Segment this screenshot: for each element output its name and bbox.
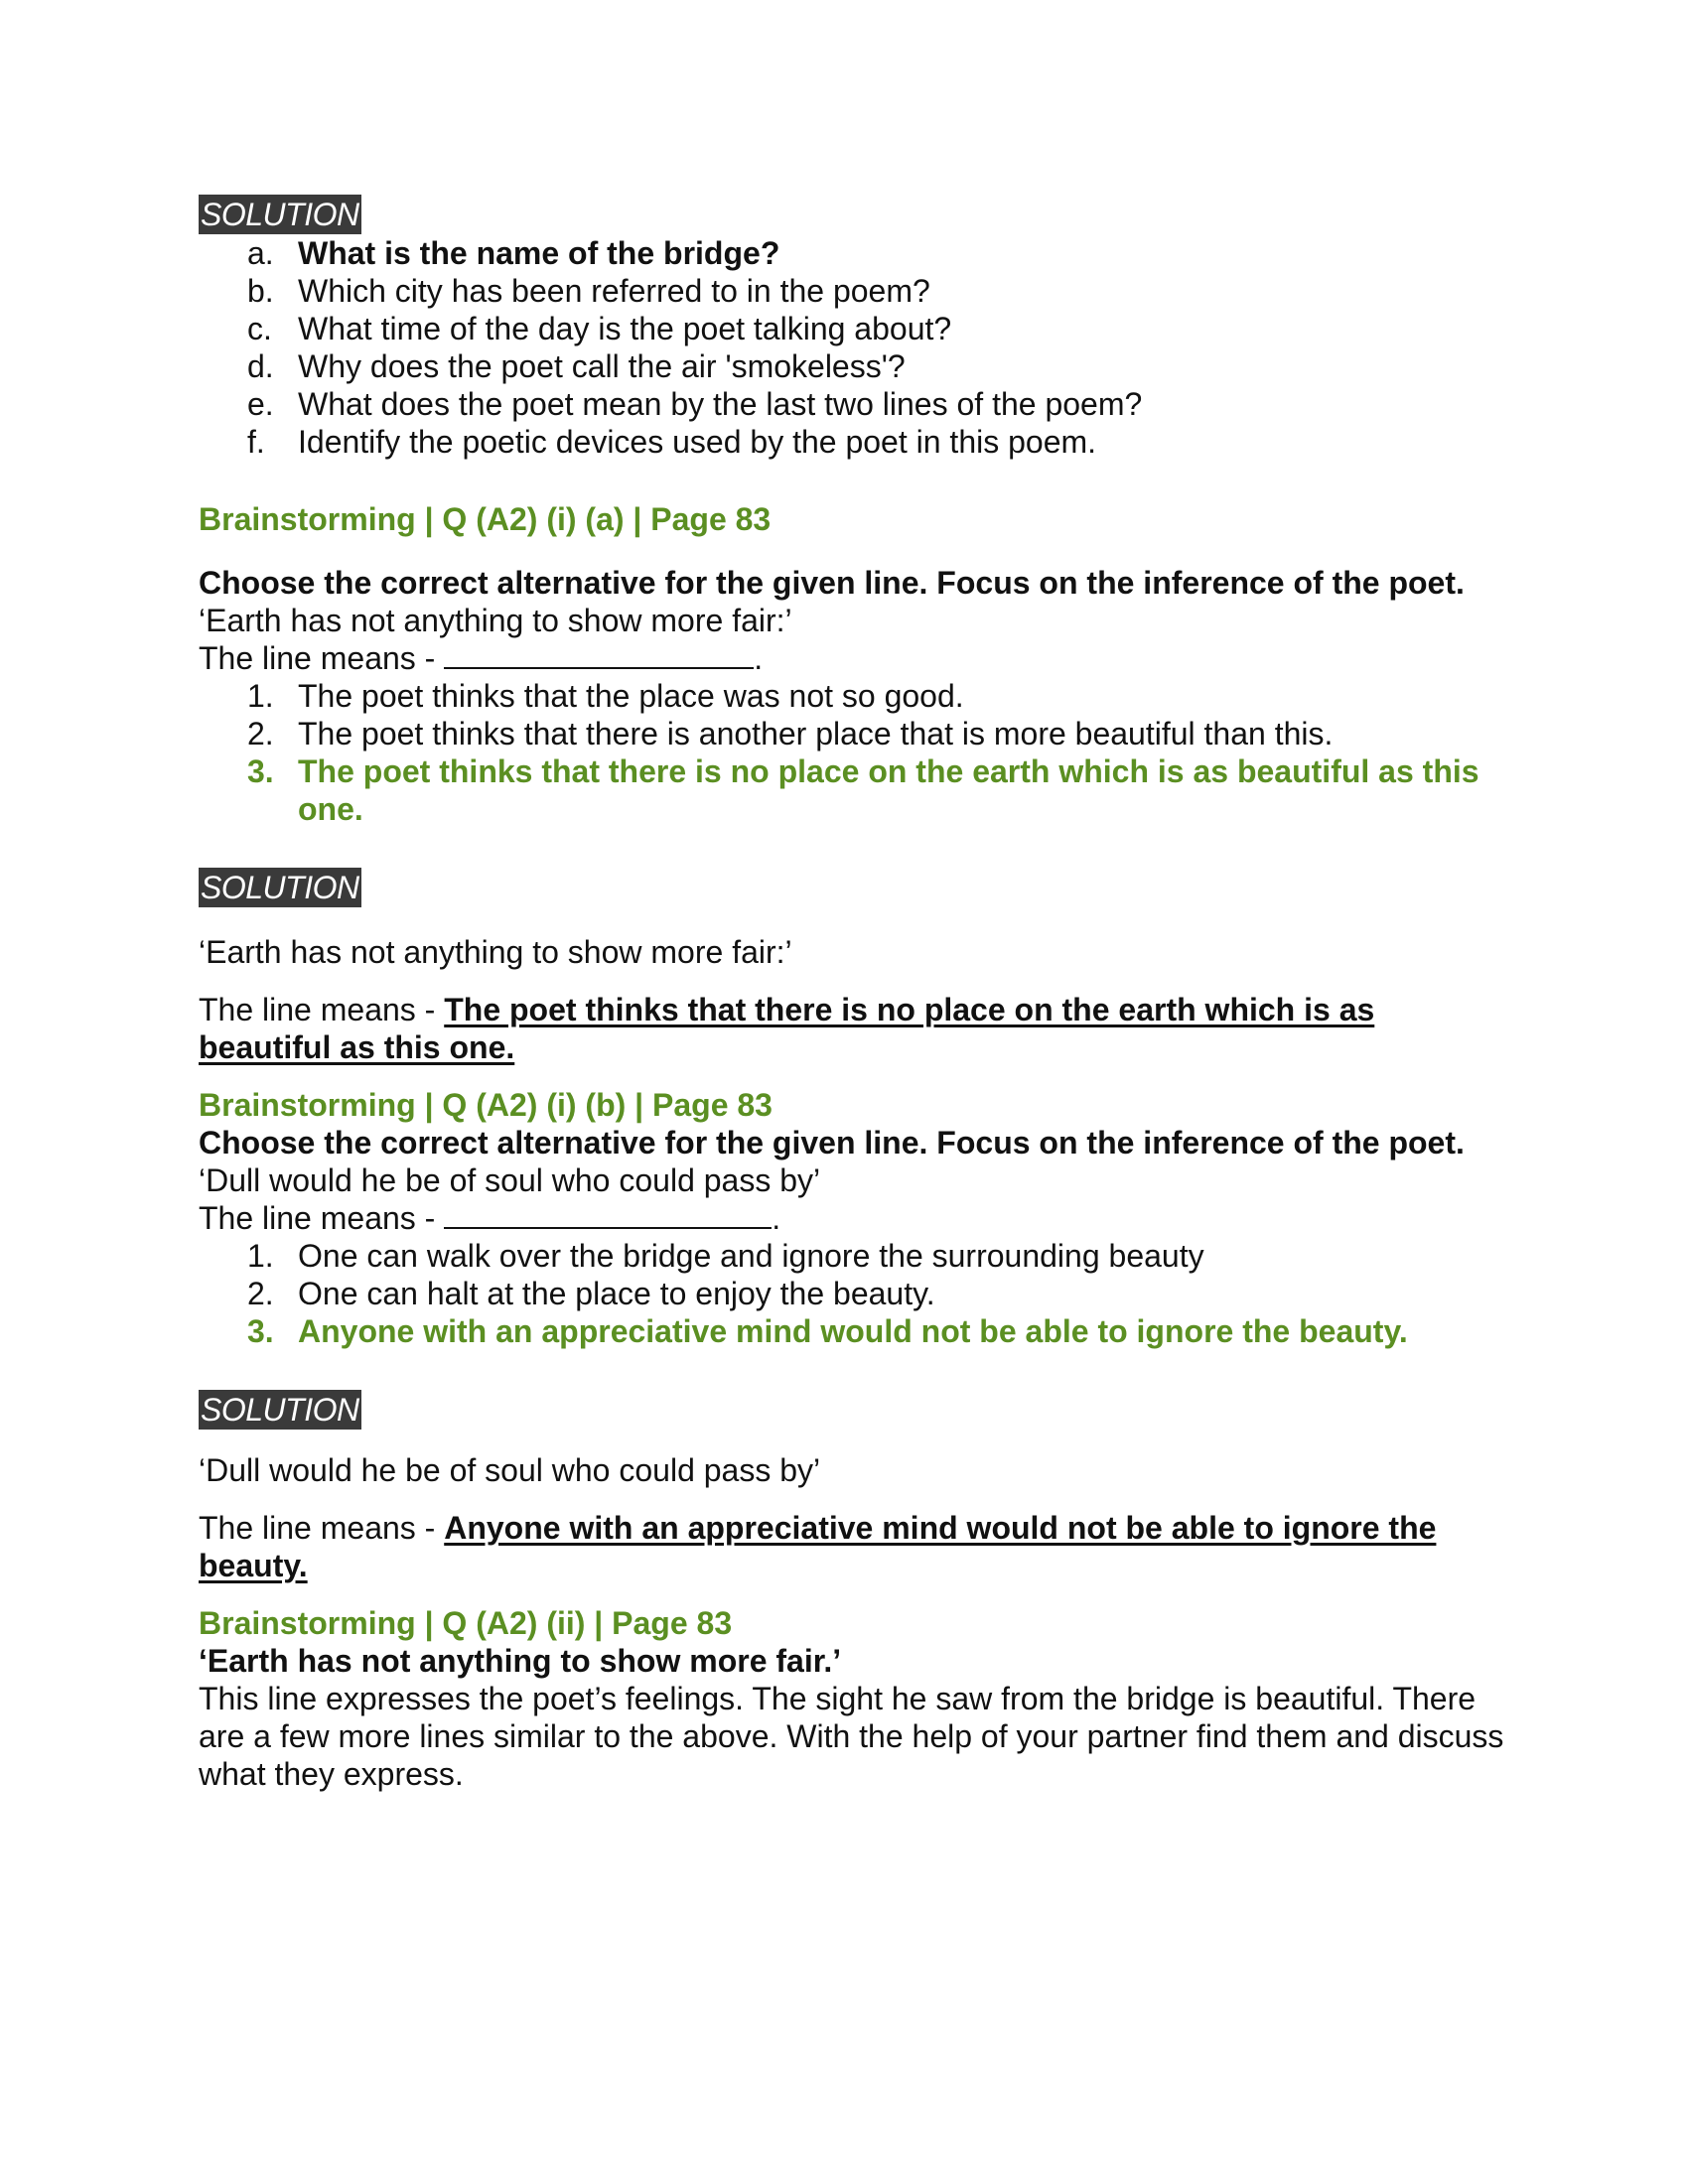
answer-blank [444, 1199, 772, 1229]
options-q1 [199, 677, 1509, 828]
intro-question [199, 347, 1509, 385]
list-marker: 1. [247, 1238, 274, 1274]
options-q2 [199, 1237, 1509, 1350]
option-item [199, 1275, 1509, 1312]
answer-blank [444, 639, 754, 669]
list-marker: 3. [247, 1313, 274, 1349]
option-item-correct [199, 752, 1509, 828]
list-marker: f. [247, 424, 265, 460]
intro-question [199, 234, 1509, 272]
question-text: Identify the poetic devices used by the poet in this poem. [298, 424, 1097, 460]
prompt-text: The line means - [199, 992, 436, 1027]
prompt-text: The line means - [199, 1200, 436, 1236]
option-text: The poet thinks that there is no place on the earth which is as beautiful as this one. [298, 753, 1479, 827]
question-text: Why does the poet call the air 'smokeless'? [298, 348, 906, 384]
list-marker: a. [247, 235, 274, 271]
list-marker: c. [247, 311, 272, 346]
solution-badge-2: SOLUTION [201, 870, 359, 905]
option-text: The poet thinks that there is another place that is more beautiful than this. [298, 716, 1334, 751]
instruction-q2: Choose the correct alternative for the given line. Focus on the inference of the poet. [199, 1125, 1465, 1160]
quote-q1: ‘Earth has not anything to show more fair:’ [199, 603, 792, 638]
section-heading-q2: Brainstorming | Q (A2) (i) (b) | Page 83 [199, 1087, 773, 1123]
option-item-correct [199, 1312, 1509, 1350]
solution-quote-q1: ‘Earth has not anything to show more fair:’ [199, 934, 792, 970]
answer-text: Anyone with an appreciative mind would not be able to ignore the beauty. [199, 1510, 1437, 1583]
list-marker: 2. [247, 1276, 274, 1311]
question-text: What does the poet mean by the last two lines of the poem? [298, 386, 1143, 422]
prompt-q2 [199, 1199, 1509, 1237]
question-text: What is the name of the bridge? [298, 235, 780, 271]
list-marker: e. [247, 386, 274, 422]
section-heading-q1: Brainstorming | Q (A2) (i) (a) | Page 83 [199, 501, 772, 537]
solution-badge-1: SOLUTION [201, 197, 359, 232]
prompt-q1 [199, 639, 1509, 677]
option-text: Anyone with an appreciative mind would not be able to ignore the beauty. [298, 1313, 1408, 1349]
option-text: The poet thinks that the place was not so good. [298, 678, 964, 714]
prompt-end: . [772, 1200, 781, 1236]
question-text: Which city has been referred to in the poem? [298, 273, 930, 309]
intro-question [199, 272, 1509, 310]
answer-text: The poet thinks that there is no place on the earth which is as beautiful as this one. [199, 992, 1375, 1065]
intro-question [199, 423, 1509, 461]
list-marker: b. [247, 273, 274, 309]
quote-q3: ‘Earth has not anything to show more fair.’ [199, 1643, 842, 1679]
quote-q2: ‘Dull would he be of soul who could pass by’ [199, 1162, 821, 1198]
list-marker: 3. [247, 753, 274, 789]
option-item [199, 715, 1509, 752]
solution-badge-3: SOLUTION [201, 1392, 359, 1428]
body-q3: This line expresses the poet’s feelings. The sight he saw from the bridge is beautiful. There are a few more lines similar to the above. With the help of your partner find them and discuss what they express. [199, 1681, 1504, 1792]
intro-question-list [199, 234, 1509, 461]
section-heading-q3: Brainstorming | Q (A2) (ii) | Page 83 [199, 1605, 733, 1641]
instruction-q1: Choose the correct alternative for the given line. Focus on the inference of the poet. [199, 565, 1465, 601]
intro-question [199, 385, 1509, 423]
question-text: What time of the day is the poet talking about? [298, 311, 952, 346]
solution-answer-q1 [199, 991, 1509, 1066]
option-text: One can walk over the bridge and ignore the surrounding beauty [298, 1238, 1204, 1274]
option-text: One can halt at the place to enjoy the beauty. [298, 1276, 935, 1311]
prompt-text: The line means - [199, 640, 436, 676]
solution-quote-q2: ‘Dull would he be of soul who could pass by’ [199, 1452, 821, 1488]
list-marker: d. [247, 348, 274, 384]
option-item [199, 677, 1509, 715]
intro-question [199, 310, 1509, 347]
list-marker: 2. [247, 716, 274, 751]
document-page [199, 195, 1509, 1793]
prompt-text: The line means - [199, 1510, 436, 1546]
option-item [199, 1237, 1509, 1275]
prompt-end: . [754, 640, 764, 676]
solution-answer-q2 [199, 1509, 1509, 1584]
list-marker: 1. [247, 678, 274, 714]
